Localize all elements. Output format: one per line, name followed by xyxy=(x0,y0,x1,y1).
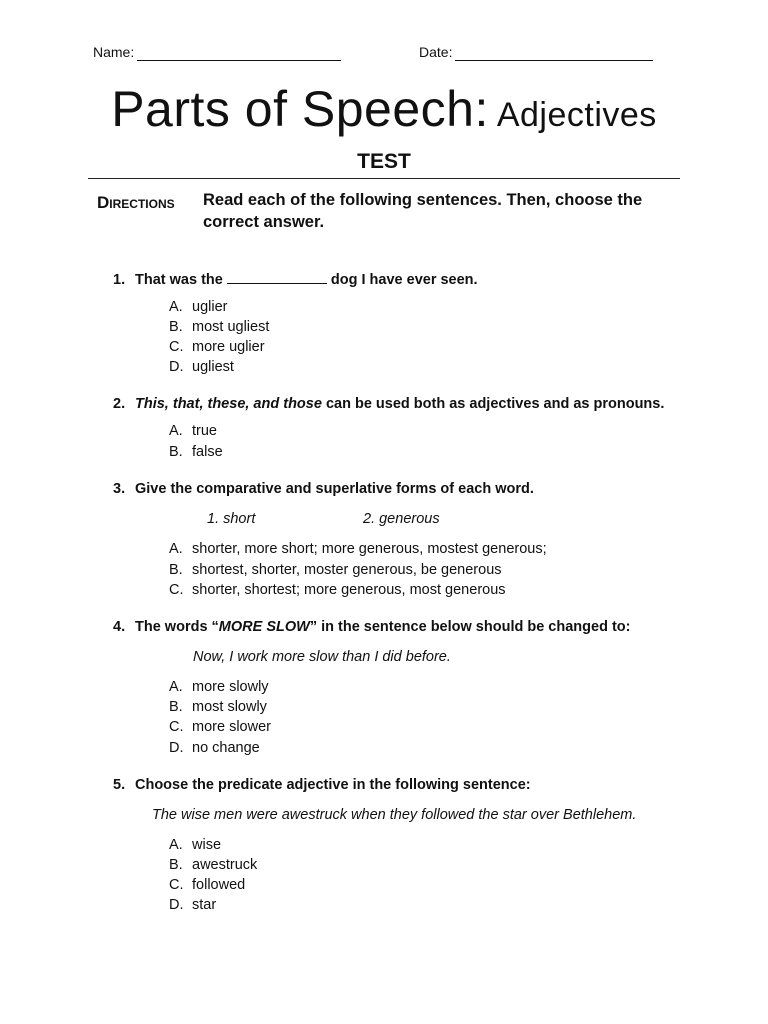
option-text: wise xyxy=(192,837,222,853)
option-5d[interactable] xyxy=(169,897,216,913)
option-2a[interactable] xyxy=(169,423,217,439)
question-text-italic: MORE SLOW xyxy=(218,619,310,635)
option-letter: A. xyxy=(169,679,183,695)
name-label: Name: xyxy=(93,44,135,60)
question-4 xyxy=(113,619,630,635)
question-5 xyxy=(113,777,531,793)
option-text: more slowly xyxy=(192,679,269,695)
option-3a[interactable] xyxy=(169,541,547,557)
question-text-before: That was the xyxy=(135,272,223,288)
question-text-rest: can be used both as adjectives and as pronouns. xyxy=(325,396,665,412)
question-text: Choose the predicate adjective in the following sentence: xyxy=(135,777,531,793)
question-text-before: The words “ xyxy=(135,619,219,635)
name-blank[interactable] xyxy=(137,44,341,61)
option-text: most slowly xyxy=(192,699,267,715)
question-number: 3. xyxy=(113,481,126,497)
option-text: shortest, shorter, moster generous, be generous xyxy=(192,562,502,578)
option-letter: A. xyxy=(169,837,183,853)
option-letter: A. xyxy=(169,299,183,315)
option-5c[interactable] xyxy=(169,877,245,893)
question-number: 5. xyxy=(113,777,126,793)
option-1d[interactable] xyxy=(169,359,234,375)
question-number: 2. xyxy=(113,396,126,412)
option-text: shorter, more short; more generous, mostest generous; xyxy=(192,541,547,557)
option-5b[interactable] xyxy=(169,857,257,873)
option-letter: B. xyxy=(169,699,183,715)
title-main: Parts of Speech: xyxy=(111,81,489,137)
option-text: false xyxy=(192,444,223,460)
option-text: more slower xyxy=(192,719,271,735)
option-5a[interactable] xyxy=(169,837,221,853)
question-text: Give the comparative and superlative forms of each word. xyxy=(135,481,534,497)
option-1c[interactable] xyxy=(169,339,265,355)
option-3b[interactable] xyxy=(169,562,502,578)
word-short: 1. short xyxy=(207,511,256,527)
option-letter: C. xyxy=(169,719,184,735)
option-2b[interactable] xyxy=(169,444,223,460)
title-divider xyxy=(88,178,680,179)
option-text: followed xyxy=(192,877,246,893)
option-letter: C. xyxy=(169,582,184,598)
option-text: ugliest xyxy=(192,359,234,375)
answer-blank xyxy=(227,271,327,284)
name-field[interactable] xyxy=(93,44,341,61)
option-1b[interactable] xyxy=(169,319,269,335)
option-text: true xyxy=(192,423,217,439)
question-4-sentence: Now, I work more slow than I did before. xyxy=(193,649,451,665)
option-letter: A. xyxy=(169,541,183,557)
option-letter: D. xyxy=(169,897,184,913)
question-text-after: dog I have ever seen. xyxy=(330,272,478,288)
page-title xyxy=(0,80,768,138)
question-text-after: ” in the sentence below should be changed to: xyxy=(309,619,631,635)
option-letter: B. xyxy=(169,444,183,460)
directions-text: Read each of the following sentences. Then, choose the correct answer. xyxy=(203,191,643,231)
option-4a[interactable] xyxy=(169,679,269,695)
title-sub: Adjectives xyxy=(496,96,657,134)
option-3c[interactable] xyxy=(169,582,506,598)
option-text: awestruck xyxy=(192,857,258,873)
question-5-sentence: The wise men were awestruck when they followed the star over Bethlehem. xyxy=(152,807,637,823)
option-letter: C. xyxy=(169,877,184,893)
question-2 xyxy=(113,396,664,412)
date-blank[interactable] xyxy=(455,44,653,61)
option-letter: B. xyxy=(169,562,183,578)
option-letter: B. xyxy=(169,319,183,335)
option-letter: D. xyxy=(169,740,184,756)
test-label: TEST xyxy=(357,150,411,173)
option-1a[interactable] xyxy=(169,299,227,315)
option-4d[interactable] xyxy=(169,740,260,756)
date-label: Date: xyxy=(419,44,453,60)
option-letter: D. xyxy=(169,359,184,375)
option-text: shorter, shortest; more generous, most generous xyxy=(192,582,506,598)
option-4b[interactable] xyxy=(169,699,267,715)
option-letter: A. xyxy=(169,423,183,439)
option-text: no change xyxy=(192,740,260,756)
directions-label: Directions xyxy=(97,193,175,212)
option-4c[interactable] xyxy=(169,719,271,735)
option-text: star xyxy=(192,897,217,913)
question-1 xyxy=(113,271,478,288)
option-letter: C. xyxy=(169,339,184,355)
option-text: uglier xyxy=(192,299,228,315)
date-field[interactable] xyxy=(419,44,653,61)
question-number: 4. xyxy=(113,619,126,635)
option-text: most ugliest xyxy=(192,319,270,335)
question-text-italic: This, that, these, and those xyxy=(135,396,322,412)
word-generous: 2. generous xyxy=(363,511,440,527)
option-text: more uglier xyxy=(192,339,265,355)
question-3 xyxy=(113,481,534,497)
option-letter: B. xyxy=(169,857,183,873)
question-number: 1. xyxy=(113,272,126,288)
